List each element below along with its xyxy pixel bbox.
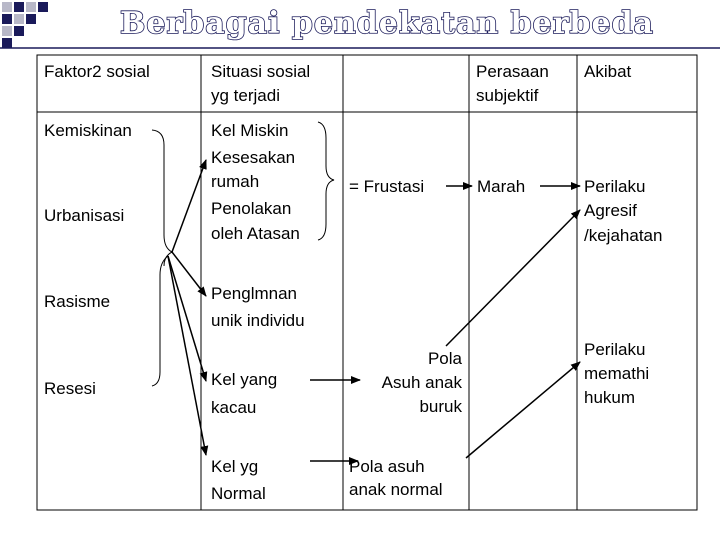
pola-normal-line: anak normal (349, 480, 443, 499)
header-akibat: Akibat (584, 62, 632, 81)
header-faktor: Faktor2 sosial (44, 62, 150, 81)
factor-resesi: Resesi (44, 379, 96, 398)
situation-line: Kel yg (211, 457, 259, 476)
header-situasi-line1: Situasi sosial (211, 62, 311, 81)
perasaan-marah: Marah (477, 177, 526, 196)
situation-line: rumah (211, 172, 260, 191)
header-situasi-line2: yg terjadi (211, 86, 280, 105)
pola-buruk-line: buruk (419, 397, 462, 416)
pola-buruk-line: Pola (427, 349, 462, 368)
situation-line: Kel yang (211, 370, 278, 389)
pola-normal-line: Pola asuh (349, 457, 425, 476)
akibat-hukum-line: Perilaku (584, 340, 646, 359)
situation-line: kacau (211, 398, 257, 417)
frustasi-label: = Frustasi (349, 177, 425, 196)
situation-line: Normal (211, 484, 266, 503)
situation-line: Kel Miskin (211, 121, 289, 140)
akibat-agresif-line: Agresif (584, 201, 637, 220)
header-perasaan-line2: subjektif (476, 86, 539, 105)
factor-urbanisasi: Urbanisasi (44, 206, 125, 225)
situation-line: Penglmnan (211, 284, 298, 303)
factor-rasisme: Rasisme (44, 292, 111, 311)
table-border (37, 55, 697, 510)
pola-buruk-line: Asuh anak (381, 373, 462, 392)
header-perasaan-line1: Perasaan (476, 62, 549, 81)
situation-line: unik individu (211, 311, 305, 330)
akibat-agresif-line: /kejahatan (584, 226, 663, 245)
situation-line: Kesesakan (211, 148, 296, 167)
akibat-agresif-line: Perilaku (584, 177, 646, 196)
akibat-hukum-line: memathi (584, 364, 650, 383)
factor-kemiskinan: Kemiskinan (44, 121, 132, 140)
akibat-hukum-line: hukum (584, 388, 636, 407)
situation-line: Penolakan (211, 199, 292, 218)
situation-line: oleh Atasan (211, 224, 300, 243)
page-title-text: Berbagai pendekatan berbeda (120, 6, 654, 41)
